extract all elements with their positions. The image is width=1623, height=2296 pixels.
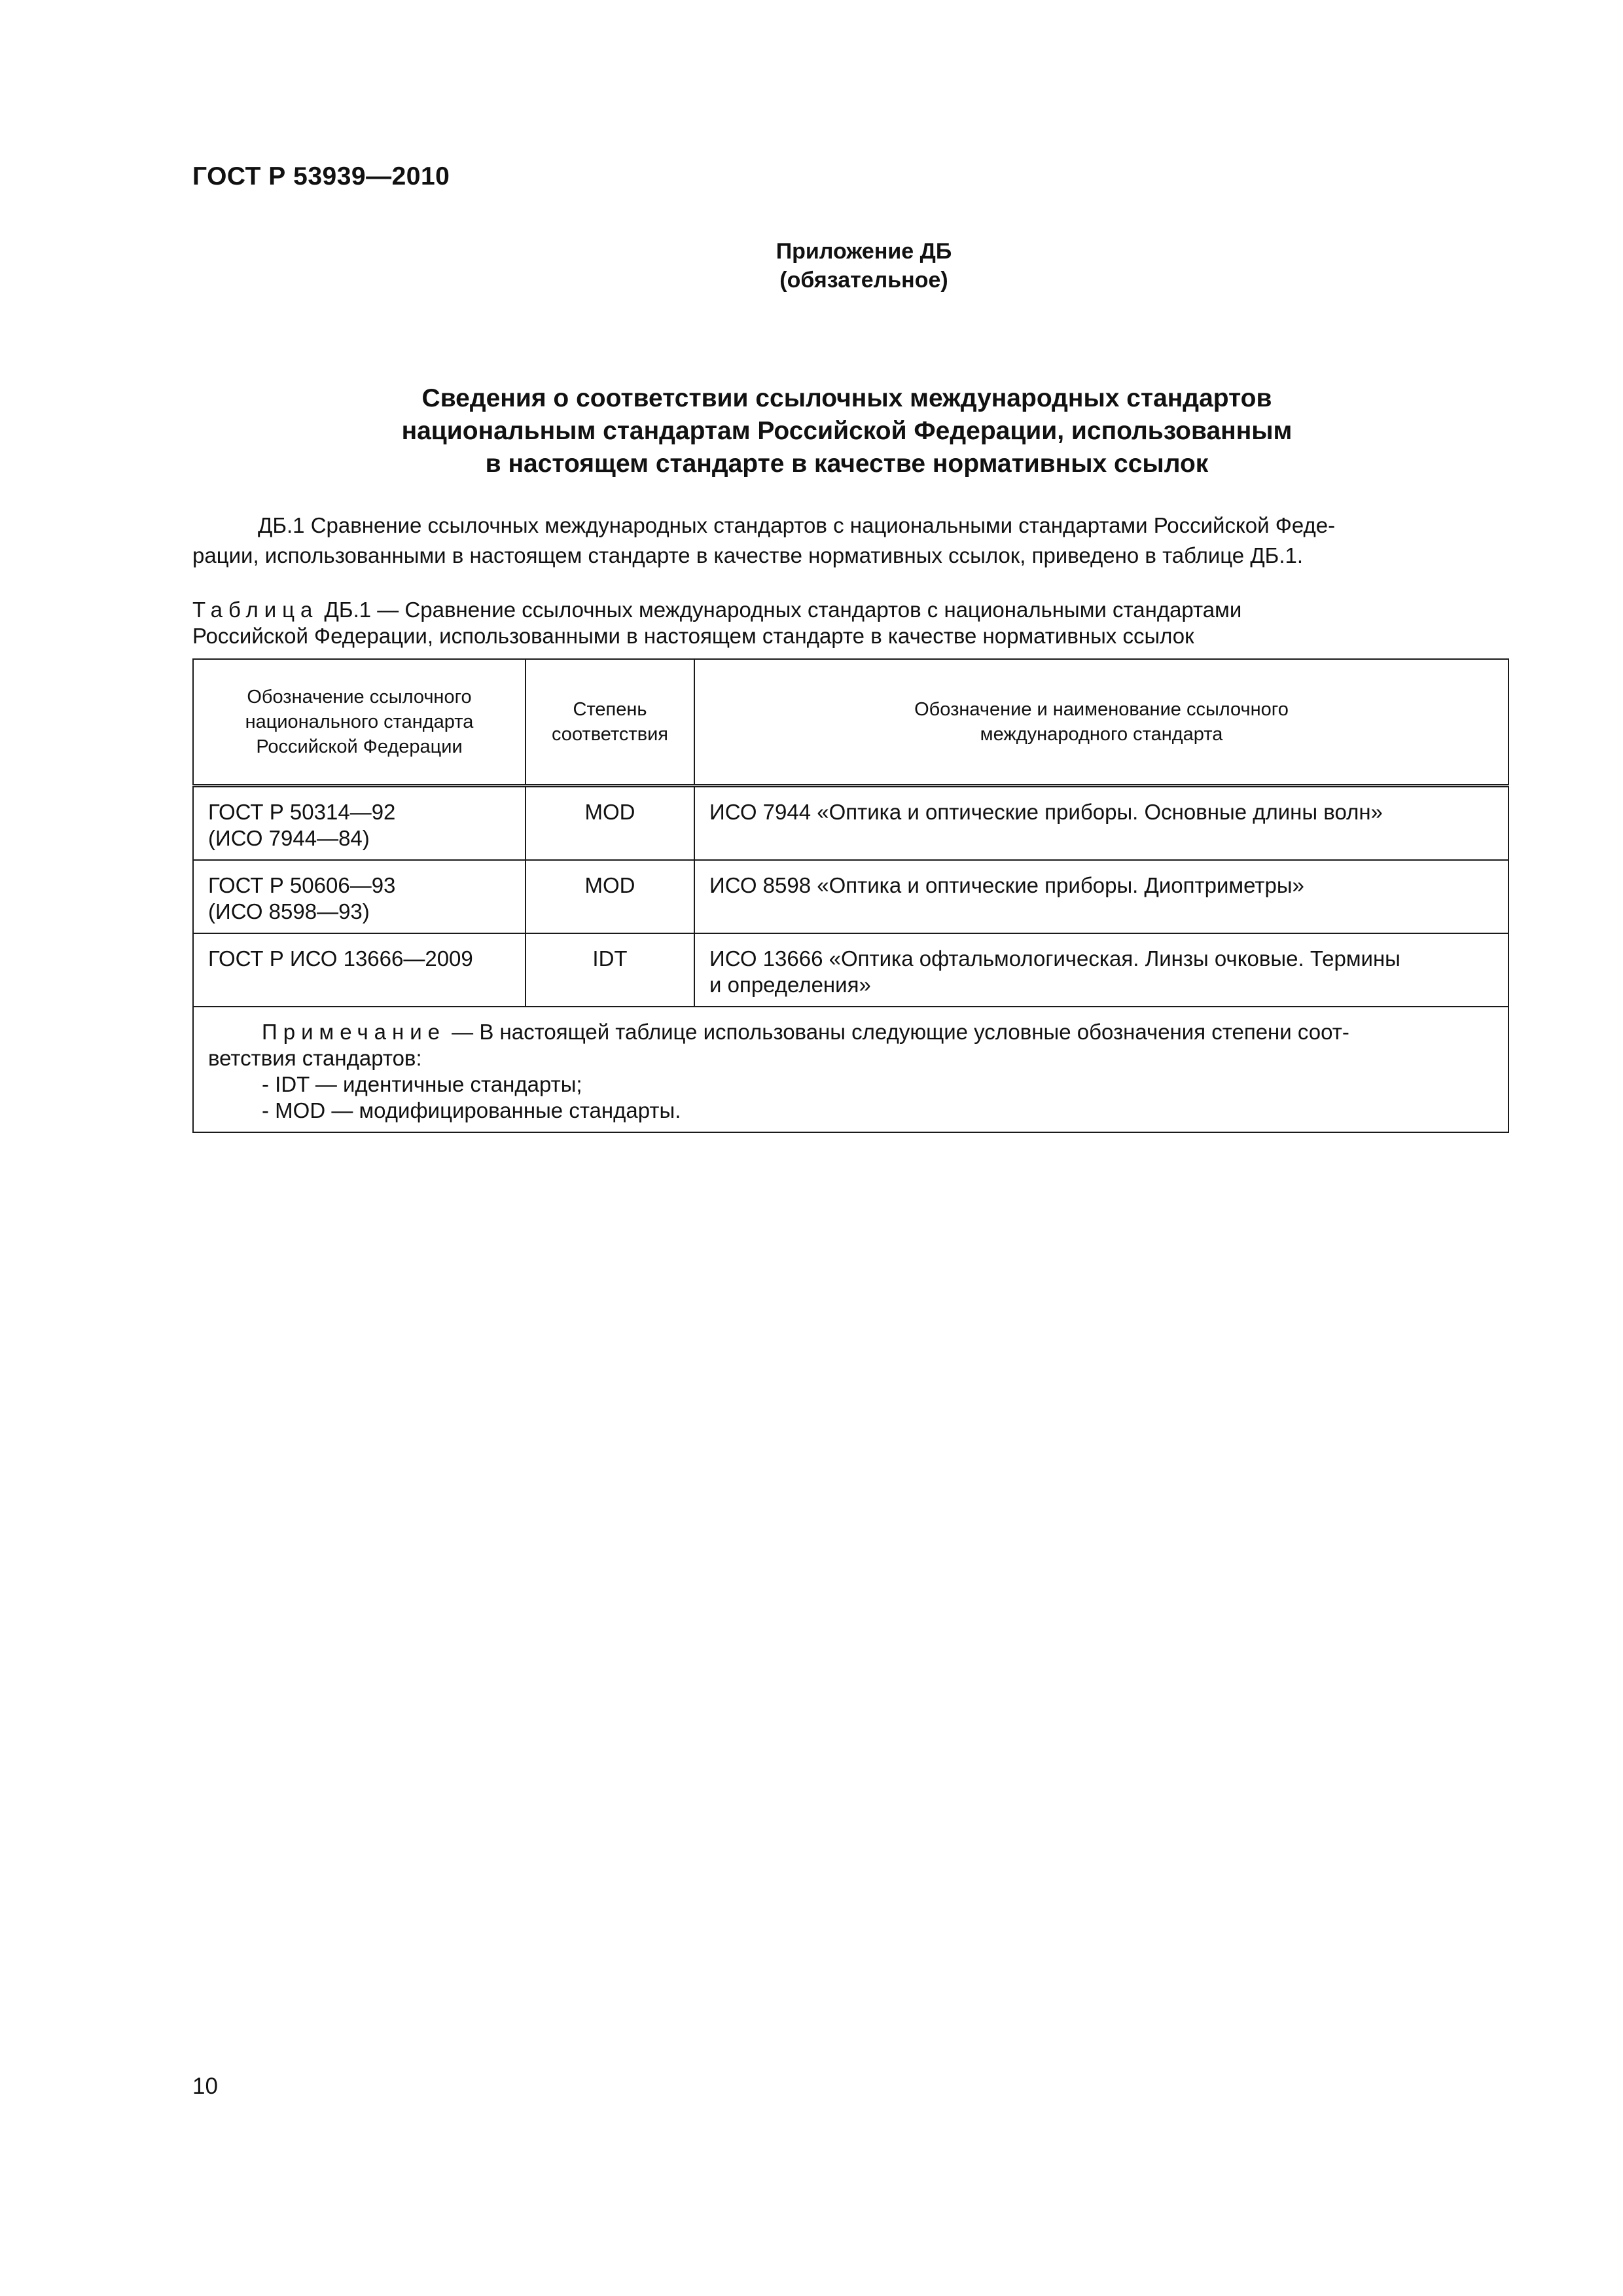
section-heading-line-3: в настоящем стандарте в качестве нормативных ссылок <box>485 450 1209 478</box>
page-number: 10 <box>192 2073 218 2099</box>
table-caption-line-2: Российской Федерации, использованными в настоящем стандарте в качестве нормативных ссылок <box>192 624 1194 648</box>
appendix-title: Приложение ДБ <box>776 239 952 264</box>
international-standard-line-1: ИСО 8598 «Оптика и оптические приборы. Диоптриметры» <box>709 873 1304 897</box>
header-national-line-1: Обозначение ссылочного <box>247 687 472 708</box>
paragraph-line-1: ДБ.1 Сравнение ссылочных международных стандартов с национальными стандартами Российской Феде- <box>258 513 1336 537</box>
header-international-line-2: международного стандарта <box>980 724 1223 745</box>
header-national-line-2: национального стандарта <box>245 711 474 732</box>
degree-value: MOD <box>584 873 635 897</box>
national-standard-line-1: ГОСТ Р 50606—93 <box>208 873 396 897</box>
cell-international-standard <box>694 933 1508 1007</box>
cell-national-standard <box>193 786 526 861</box>
cell-international-standard <box>694 786 1508 861</box>
national-standard-line-2: (ИСО 7944—84) <box>208 826 370 850</box>
cell-national-standard <box>193 933 526 1007</box>
cell-degree <box>526 786 694 861</box>
table-header-row <box>193 659 1508 786</box>
header-international-line-1: Обозначение и наименование ссылочного <box>914 699 1289 720</box>
header-national-line-3: Российской Федерации <box>256 736 463 757</box>
cell-degree <box>526 933 694 1007</box>
international-standard-line-1: ИСО 7944 «Оптика и оптические приборы. Основные длины волн» <box>709 800 1383 824</box>
header-national-standard <box>193 659 526 786</box>
standards-correspondence-table <box>192 658 1509 1133</box>
header-degree <box>526 659 694 786</box>
note-text: — В настоящей таблице использованы следующие условные обозначения степени соот- <box>446 1020 1349 1044</box>
table-row <box>193 860 1508 933</box>
international-standard-line-1: ИСО 13666 «Оптика офтальмологическая. Линзы очковые. Термины <box>709 946 1400 971</box>
table-row <box>193 786 1508 861</box>
appendix-status: (обязательное) <box>779 268 948 293</box>
header-degree-line-1: Степень <box>573 699 647 720</box>
degree-value: IDT <box>592 946 628 971</box>
table-caption-label: Таблица <box>192 598 319 622</box>
section-heading-line-2: национальным стандартам Российской Федерации, использованным <box>401 417 1293 445</box>
table-caption-text: ДБ.1 — Сравнение ссылочных международных стандартов с национальными стандартами <box>318 598 1242 622</box>
note-item-mod: - MOD — модифицированные стандарты. <box>262 1098 681 1122</box>
header-degree-line-2: соответствия <box>551 724 669 745</box>
degree-value: MOD <box>584 800 635 824</box>
note-label: Примечание <box>262 1020 446 1044</box>
table-note-row <box>193 1007 1508 1132</box>
national-standard-line-1: ГОСТ Р ИСО 13666—2009 <box>208 946 473 971</box>
cell-international-standard <box>694 860 1508 933</box>
national-standard-line-1: ГОСТ Р 50314—92 <box>208 800 396 824</box>
cell-degree <box>526 860 694 933</box>
table-caption-line-1 <box>192 597 1514 623</box>
header-international-standard <box>694 659 1508 786</box>
national-standard-line-2: (ИСО 8598—93) <box>208 899 370 924</box>
table-row <box>193 933 1508 1007</box>
note-line-1 <box>208 1019 1493 1045</box>
cell-national-standard <box>193 860 526 933</box>
paragraph-line-2: рации, использованными в настоящем стандарте в качестве нормативных ссылок, приведено в таблице ДБ.1. <box>192 543 1304 567</box>
table-note <box>193 1007 1508 1132</box>
international-standard-line-2: и определения» <box>709 973 871 997</box>
note-line-2: ветствия стандартов: <box>208 1046 422 1070</box>
section-heading-line-1: Сведения о соответствии ссылочных международных стандартов <box>421 384 1272 412</box>
document-code: ГОСТ Р 53939—2010 <box>192 162 450 190</box>
note-item-idt: - IDT — идентичные стандарты; <box>262 1072 582 1096</box>
